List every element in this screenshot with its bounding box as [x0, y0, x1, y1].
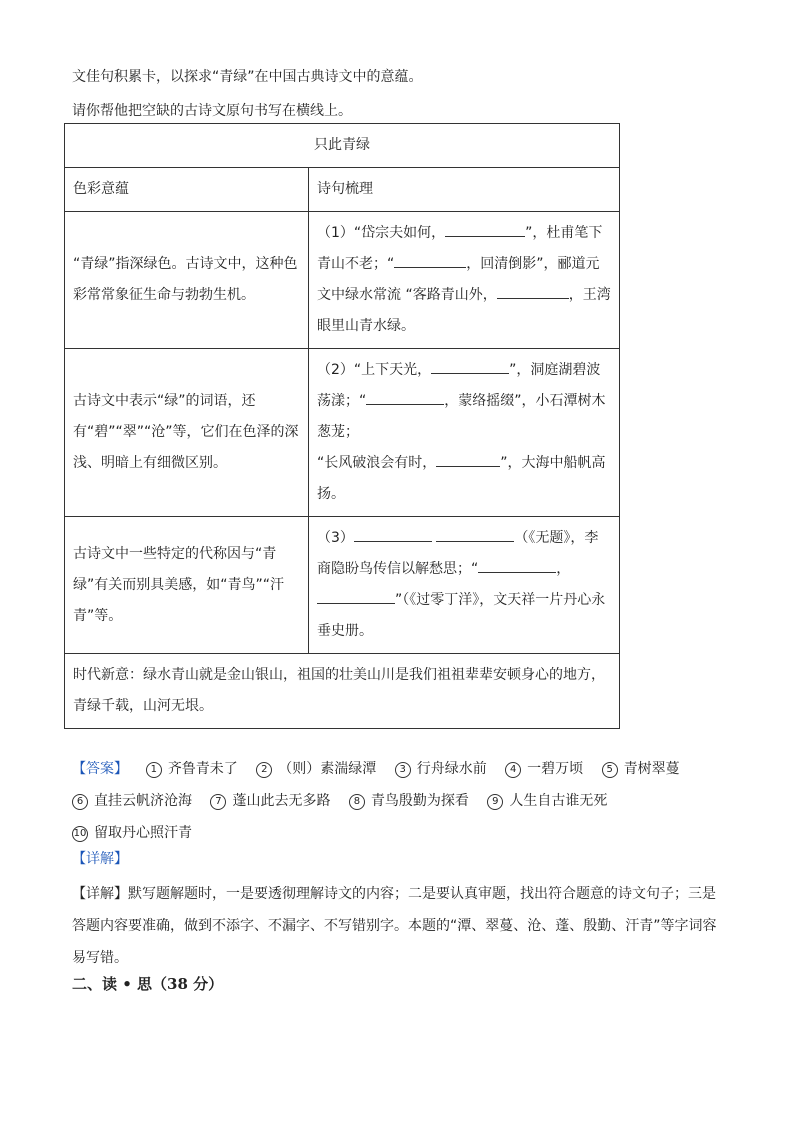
verse-text: ”，大海中船帆高扬。 [317, 455, 606, 502]
verse-text: ，回清倒影”，郦道元文中绿水常流 “客路青山外， [317, 256, 600, 303]
answer-text: 行舟绿水前 [416, 761, 487, 777]
table-row [65, 517, 620, 654]
blank-line [478, 558, 556, 573]
blank-line [431, 359, 509, 374]
header-verse-sorting: 诗句梳理 [309, 168, 620, 212]
row2-meaning: 古诗文中表示“绿”的词语，还有“碧”“翠”“沧”等，它们在色泽的深浅、明暗上有细微区别。 [65, 349, 309, 517]
blank-line [366, 390, 444, 405]
row1-meaning: “青绿”指深绿色。古诗文中，这种色彩常常象征生命与勃勃生机。 [65, 212, 309, 349]
verse-text: ， [556, 561, 571, 577]
answer-text: 一碧万顷 [527, 761, 584, 777]
detail-body [72, 878, 726, 974]
list-item [210, 793, 330, 809]
detail-tag-inline: 【详解】 [72, 886, 128, 902]
verse-text: （1）“岱宗夫如何， [317, 225, 446, 241]
blank-line [317, 589, 395, 604]
blank-line [354, 527, 432, 542]
answer-block [72, 753, 726, 849]
verse-text: （3） [317, 530, 354, 546]
verse-text: ”（《过零丁洋》，文天祥一片丹心永垂史册。 [317, 592, 606, 639]
circled-number: 5 [602, 762, 618, 778]
table-row [65, 349, 620, 517]
table-title: 只此青绿 [65, 124, 620, 168]
blank-line [497, 284, 569, 299]
circled-number: 8 [349, 794, 365, 810]
detail-tag: 【详解】 [72, 851, 128, 867]
answer-text: 人生自古谁无死 [509, 793, 608, 809]
circled-number: 7 [210, 794, 226, 810]
list-item [256, 761, 376, 777]
verse-text: ”，杜甫笔下青山不老；“ [317, 225, 603, 272]
answer-list [72, 761, 694, 841]
table-footer: 时代新意：绿水青山就是金山银山，祖国的壮美山川是我们祖祖辈辈安顿身心的地方，青绿千载，山河无垠。 [65, 654, 620, 729]
intro-line-1: 文佳句积累卡，以探求“青绿”在中国古典诗文中的意蕴。 [72, 69, 423, 85]
detail-text: 默写题解题时，一是要透彻理解诗文的内容；二是要认真审题，找出符合题意的诗文句子；三是答题内容要准确，做到不添字、不漏字、不写错别字。本题的“潭、翠蔓、沧、蓬、殷勤、汗青”等字词容易写错。 [72, 886, 717, 966]
circled-number: 1 [146, 762, 162, 778]
verse-text: （《无题》，李商隐盼鸟传信以解愁思；“ [317, 530, 599, 577]
verse-text: ”，洞庭湖碧波荡漾；“ [317, 362, 601, 409]
list-item [487, 793, 607, 809]
list-item [349, 793, 469, 809]
intro-line-2: 请你帮他把空缺的古诗文原句书写在横线上。 [72, 103, 352, 119]
list-item [602, 761, 680, 777]
answer-text: 青鸟殷勤为探看 [370, 793, 469, 809]
verse-text: ，王湾眼里山青水绿。 [317, 287, 611, 334]
answer-text: 齐鲁青未了 [167, 761, 238, 777]
answer-text: 直挂云帆济沧海 [94, 793, 192, 809]
circled-number: 6 [72, 794, 88, 810]
blank-line [394, 253, 466, 268]
answer-text: 留取丹心照汗青 [94, 825, 192, 841]
row3-meaning: 古诗文中一些特定的代称因与“青绿”有关而别具美感，如“青鸟”“汗青”等。 [65, 517, 309, 654]
circled-number: 4 [505, 762, 521, 778]
header-color-meaning: 色彩意蕴 [65, 168, 309, 212]
list-item [395, 761, 487, 777]
verse-text: （2）“上下天光， [317, 362, 432, 378]
row2-verses [309, 349, 620, 517]
blank-line [445, 222, 525, 237]
answer-text: 蓬山此去无多路 [232, 793, 331, 809]
blank-line [436, 527, 514, 542]
blank-line [436, 452, 500, 467]
answer-text: （则）素湍绿潭 [278, 761, 377, 777]
circled-number: 2 [256, 762, 272, 778]
section-heading: 二、读 • 思（38 分） [72, 975, 224, 993]
table-row [65, 212, 620, 349]
verse-text: ，蒙络摇缀”，小石潭树木葱茏； “长风破浪会有时， [317, 393, 606, 471]
circled-number: 10 [72, 826, 88, 842]
row3-verses [309, 517, 620, 654]
poetry-table [64, 123, 620, 729]
list-item [146, 761, 238, 777]
circled-number: 3 [395, 762, 411, 778]
list-item [72, 825, 192, 841]
answer-tag: 【答案】 [72, 761, 128, 777]
answer-text: 青树翠蔓 [623, 761, 680, 777]
list-item [72, 793, 192, 809]
circled-number: 9 [487, 794, 503, 810]
row1-verses [309, 212, 620, 349]
list-item [505, 761, 583, 777]
